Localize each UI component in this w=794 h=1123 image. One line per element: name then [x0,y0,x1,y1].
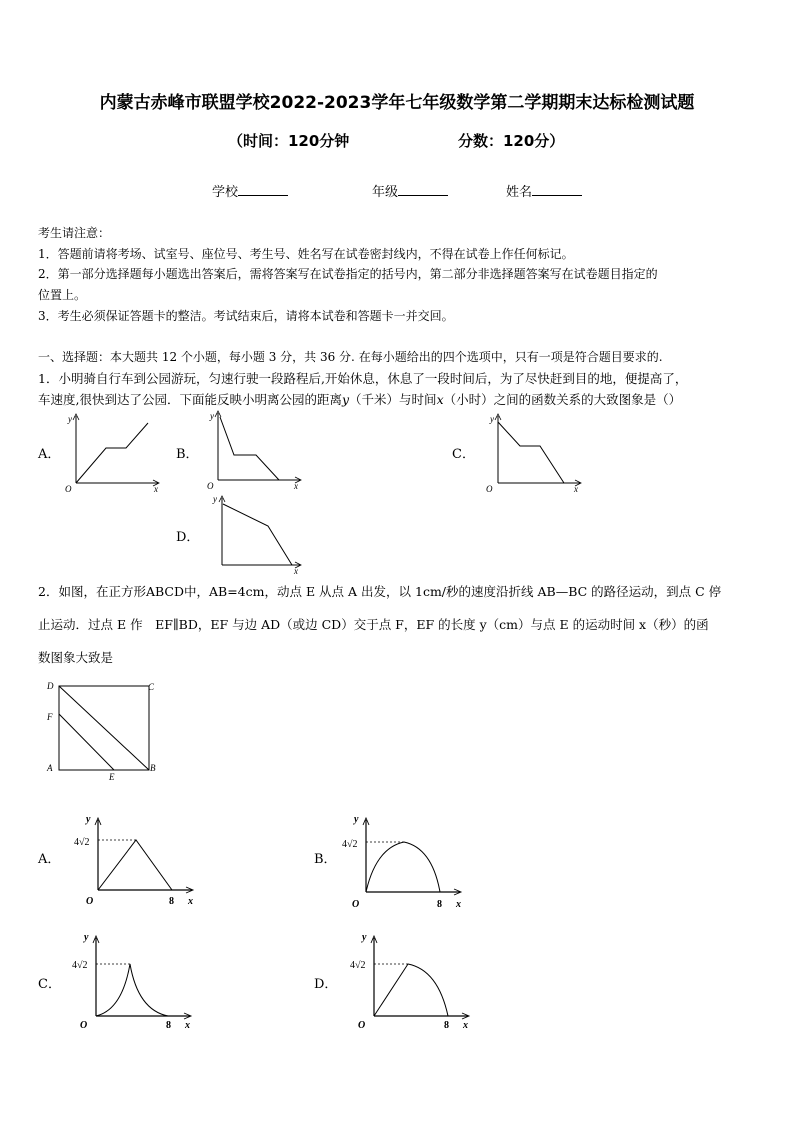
q2a-y-label: y [86,814,91,825]
notice-item-2: 2．第一部分选择题每小题选出答案后，需将答案写在试卷指定的括号内，第二部分非选择题答案写在试卷题目指定的 [38,267,658,281]
school-label: 学校 [212,185,239,200]
q1-line-1: 1．小明骑自行车到公园游玩，匀速行驶一段路程后,开始休息，休息了一段时间后，为了尽快赶到目的地，便提高了， [38,371,688,386]
q2-option-c[interactable]: C． [38,977,61,992]
q2-square-figure [42,676,166,782]
label-f: F [47,712,53,722]
exam-score: 分数：120分） [458,132,565,150]
q2a-origin: O [86,896,94,907]
label-e: E [109,772,115,782]
q1-graph-d [204,490,304,576]
q2-option-d[interactable]: D． [314,977,338,992]
q2a-x-label: x [188,896,193,907]
q2-line-3: 数图象大致是 [38,650,114,665]
q1b-origin: O [207,481,214,491]
section-heading: 一、选择题：本大题共 12 个小题，每小题 3 分，共 36 分. 在每小题给出的四个选项中，只有一项是符合题目要求的. [38,350,663,364]
q2-option-a[interactable]: A． [38,852,61,867]
q1-line-2: 车速度,很快到达了公园．下面能反映小明离公园的距离y（千米）与时间x（小时）之间的函数关系的大致图象是（） [38,392,682,407]
name-label: 姓名 [506,185,533,200]
q2b-y-label: y [354,814,359,825]
q2d-xmax-label: 8 [444,1020,449,1030]
q1d-x-label: x [294,566,298,576]
q2c-y-label: y [84,932,89,943]
q2-graph-b [340,812,470,908]
q1a-origin: O [65,484,72,494]
label-c: C [148,682,155,692]
q2b-xmax-label: 8 [437,899,442,908]
notice-item-3: 3．考生必须保证答题卡的整洁。考试结束后，请将本试卷和答题卡一并交回。 [38,309,454,323]
q1b-x-label: x [294,481,298,491]
q1-option-c[interactable]: C． [452,447,475,462]
q1d-y-label: y [213,494,217,504]
q1-graph-b [204,405,304,491]
notice-heading: 考生请注意： [38,226,111,240]
q2-line-1: 2．如图，在正方形ABCD中，AB=4cm，动点 E 从点 A 出发，以 1cm/秒的速度沿折线 AB—BC 的路径运动，到点 C 停 [38,584,722,599]
grade-field[interactable] [372,181,448,200]
page-title: 内蒙古赤峰市联盟学校2022-2023学年七年级数学第二学期期末达标检测试题 [99,93,695,113]
q1-option-b[interactable]: B． [176,447,199,462]
q2c-origin: O [80,1020,88,1030]
q2d-x-label: x [463,1020,468,1030]
q2b-ymax-label: 4√2 [342,839,358,850]
q2c-xmax-label: 8 [166,1020,171,1030]
q1b-y-label: y [210,411,214,421]
q1c-x-label: x [574,484,578,494]
notice-item-2-cont: 位置上。 [38,288,87,302]
q1-option-d[interactable]: D． [176,530,200,545]
q2d-origin: O [358,1020,366,1030]
grade-label: 年级 [372,185,399,200]
q1a-y-label: y [68,414,72,424]
q2b-origin: O [352,899,360,908]
label-d: D [47,681,54,691]
q1c-y-label: y [490,414,494,424]
q2b-x-label: x [456,899,461,908]
q2c-ymax-label: 4√2 [72,960,88,971]
q1a-x-label: x [154,484,158,494]
q1c-origin: O [486,484,493,494]
q2-graph-a [72,812,202,908]
q2a-xmax-label: 8 [169,896,174,907]
q1-option-a[interactable]: A． [38,447,61,462]
school-field[interactable] [212,181,288,200]
q1-graph-a [62,408,162,494]
q2d-y-label: y [362,932,367,943]
notice-item-1: 1．答题前请将考场、试室号、座位号、考生号、姓名写在试卷密封线内，不得在试卷上作任何标记。 [38,247,574,261]
q2d-ymax-label: 4√2 [350,960,366,971]
label-b: B [150,763,156,773]
name-field[interactable] [506,181,582,200]
q2-line-2: 止运动．过点 E 作 EF∥BD，EF 与边 AD（或边 CD）交于点 F，EF 的长度 y（cm）与点 E 的运动时间 x（秒）的函 [38,617,709,632]
label-a: A [47,763,53,773]
q2a-ymax-label: 4√2 [74,837,90,848]
q2c-x-label: x [185,1020,190,1030]
q2-graph-c [70,930,200,1030]
q2-option-b[interactable]: B． [314,852,337,867]
q2-graph-d [348,930,478,1030]
q1-graph-c [484,408,584,494]
exam-time: （时间：120分钟 [228,132,350,150]
